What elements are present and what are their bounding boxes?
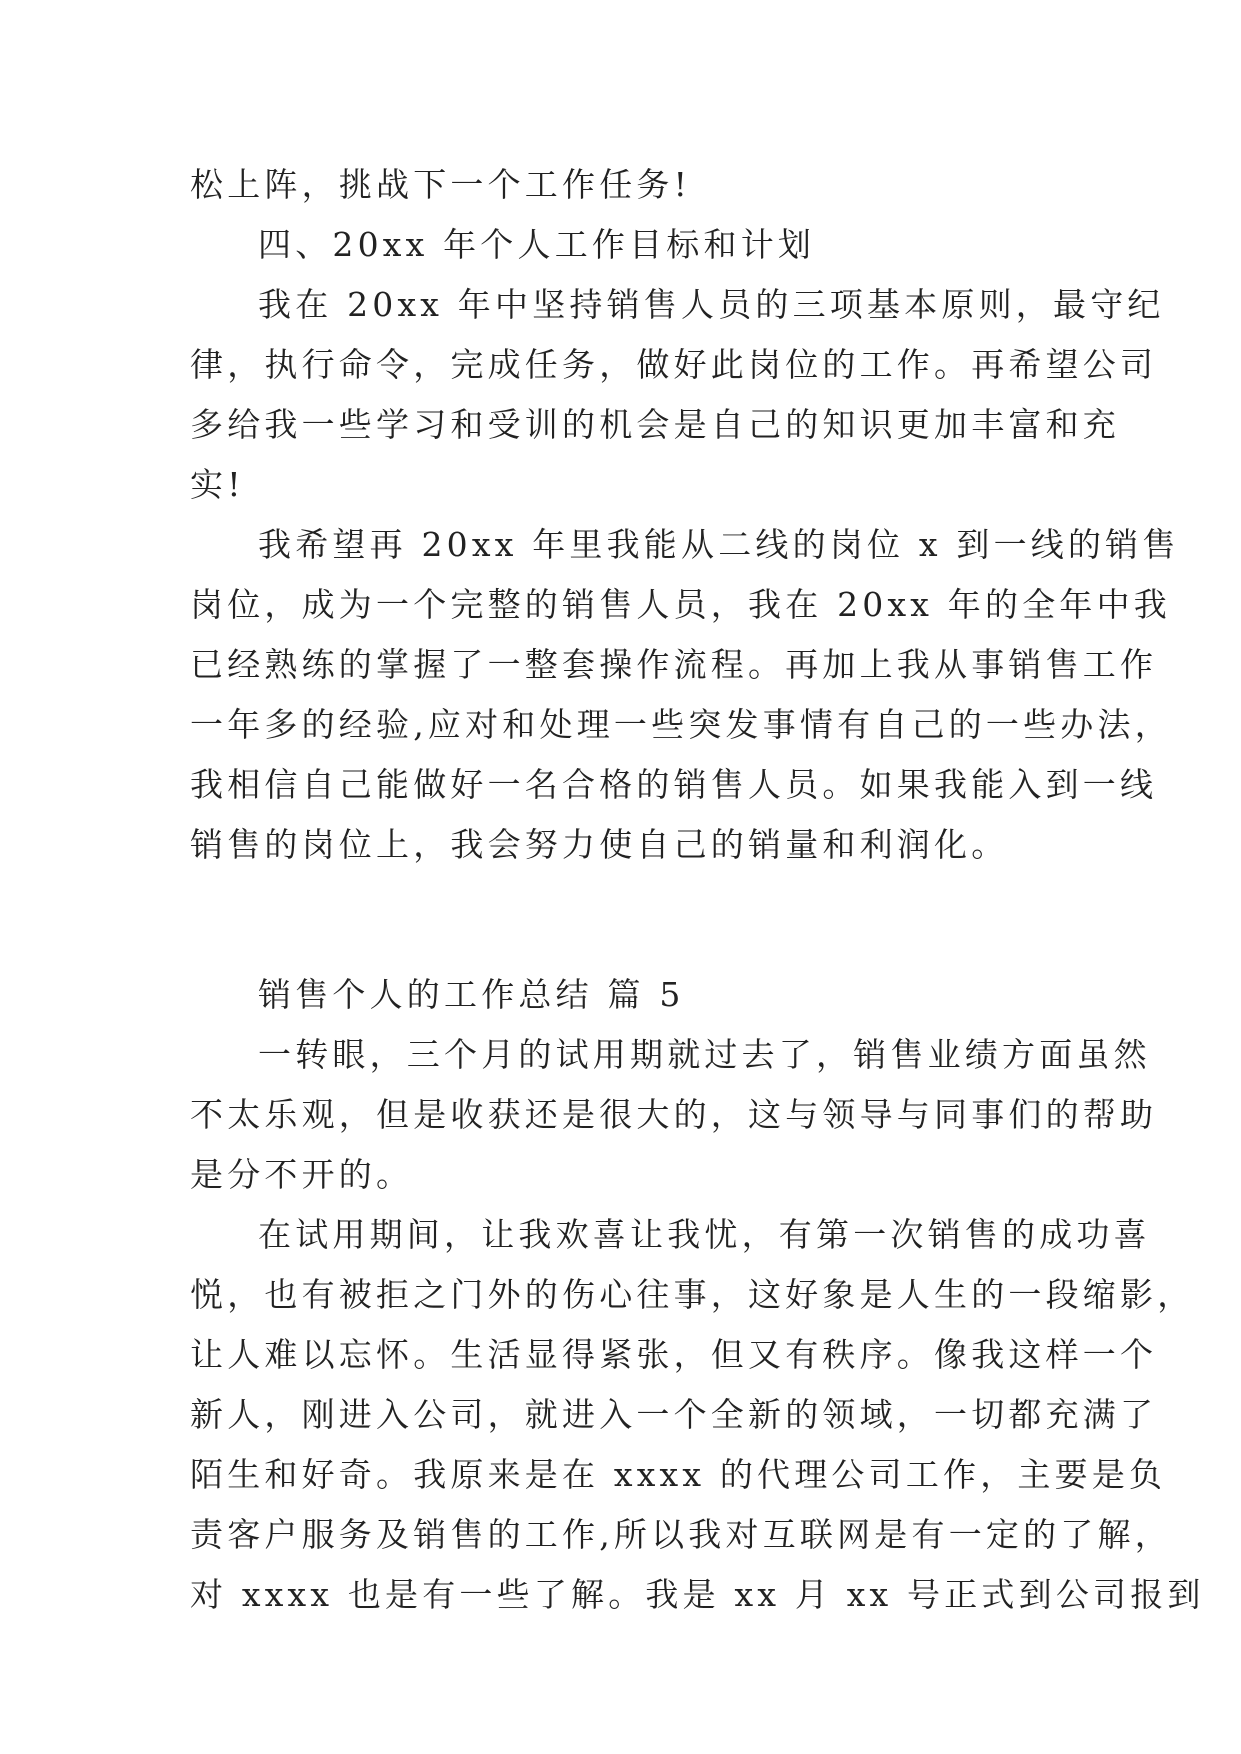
text-line: 律，执行命令，完成任务，做好此岗位的工作。再希望公司 [190,345,1158,384]
text-line: 我希望再 20xx 年里我能从二线的岗位 x 到一线的销售 [258,525,1180,564]
text-line: 我相信自己能做好一名合格的销售人员。如果我能入到一线 [190,765,1158,804]
text-line: 松上阵，挑战下一个工作任务! [190,165,692,204]
text-line: 一转眼，三个月的试用期就过去了，销售业绩方面虽然 [258,1035,1151,1074]
text-line: 新人，刚进入公司，就进入一个全新的领域，一切都充满了 [190,1395,1158,1434]
text-line: 我在 20xx 年中坚持销售人员的三项基本原则，最守纪 [258,285,1165,324]
section-heading: 四、20xx 年个人工作目标和计划 [258,225,816,264]
text-line: 多给我一些学习和受训的机会是自己的知识更加丰富和充 [190,405,1120,444]
text-line: 已经熟练的掌握了一整套操作流程。再加上我从事销售工作 [190,645,1158,684]
text-line: 悦，也有被拒之门外的伤心往事，这好象是人生的一段缩影， [190,1275,1195,1314]
text-line: 是分不开的。 [190,1155,414,1194]
text-line: 实! [190,465,245,504]
text-line: 销售的岗位上，我会努力使自己的销量和利润化。 [190,825,1009,864]
document-page [190,155,1205,1625]
section-gap [190,875,1050,965]
text-line: 不太乐观，但是收获还是很大的，这与领导与同事们的帮助 [190,1095,1158,1134]
text-line: 陌生和好奇。我原来是在 xxxx 的代理公司工作，主要是负 [190,1455,1167,1494]
text-line: 一年多的经验,应对和处理一些突发事情有自己的一些办法， [190,705,1172,744]
text-line: 岗位，成为一个完整的销售人员，我在 20xx 年的全年中我 [190,585,1171,624]
article-title: 销售个人的工作总结 篇 5 [258,975,685,1014]
text-line: 在试用期间，让我欢喜让我忧，有第一次销售的成功喜 [258,1215,1151,1254]
text-line: 让人难以忘怀。生活显得紧张，但又有秩序。像我这样一个 [190,1335,1158,1374]
text-line: 对 xxxx 也是有一些了解。我是 xx 月 xx 号正式到公司报到 [190,1575,1205,1614]
text-line: 责客户服务及销售的工作,所以我对互联网是有一定的了解， [190,1515,1172,1554]
